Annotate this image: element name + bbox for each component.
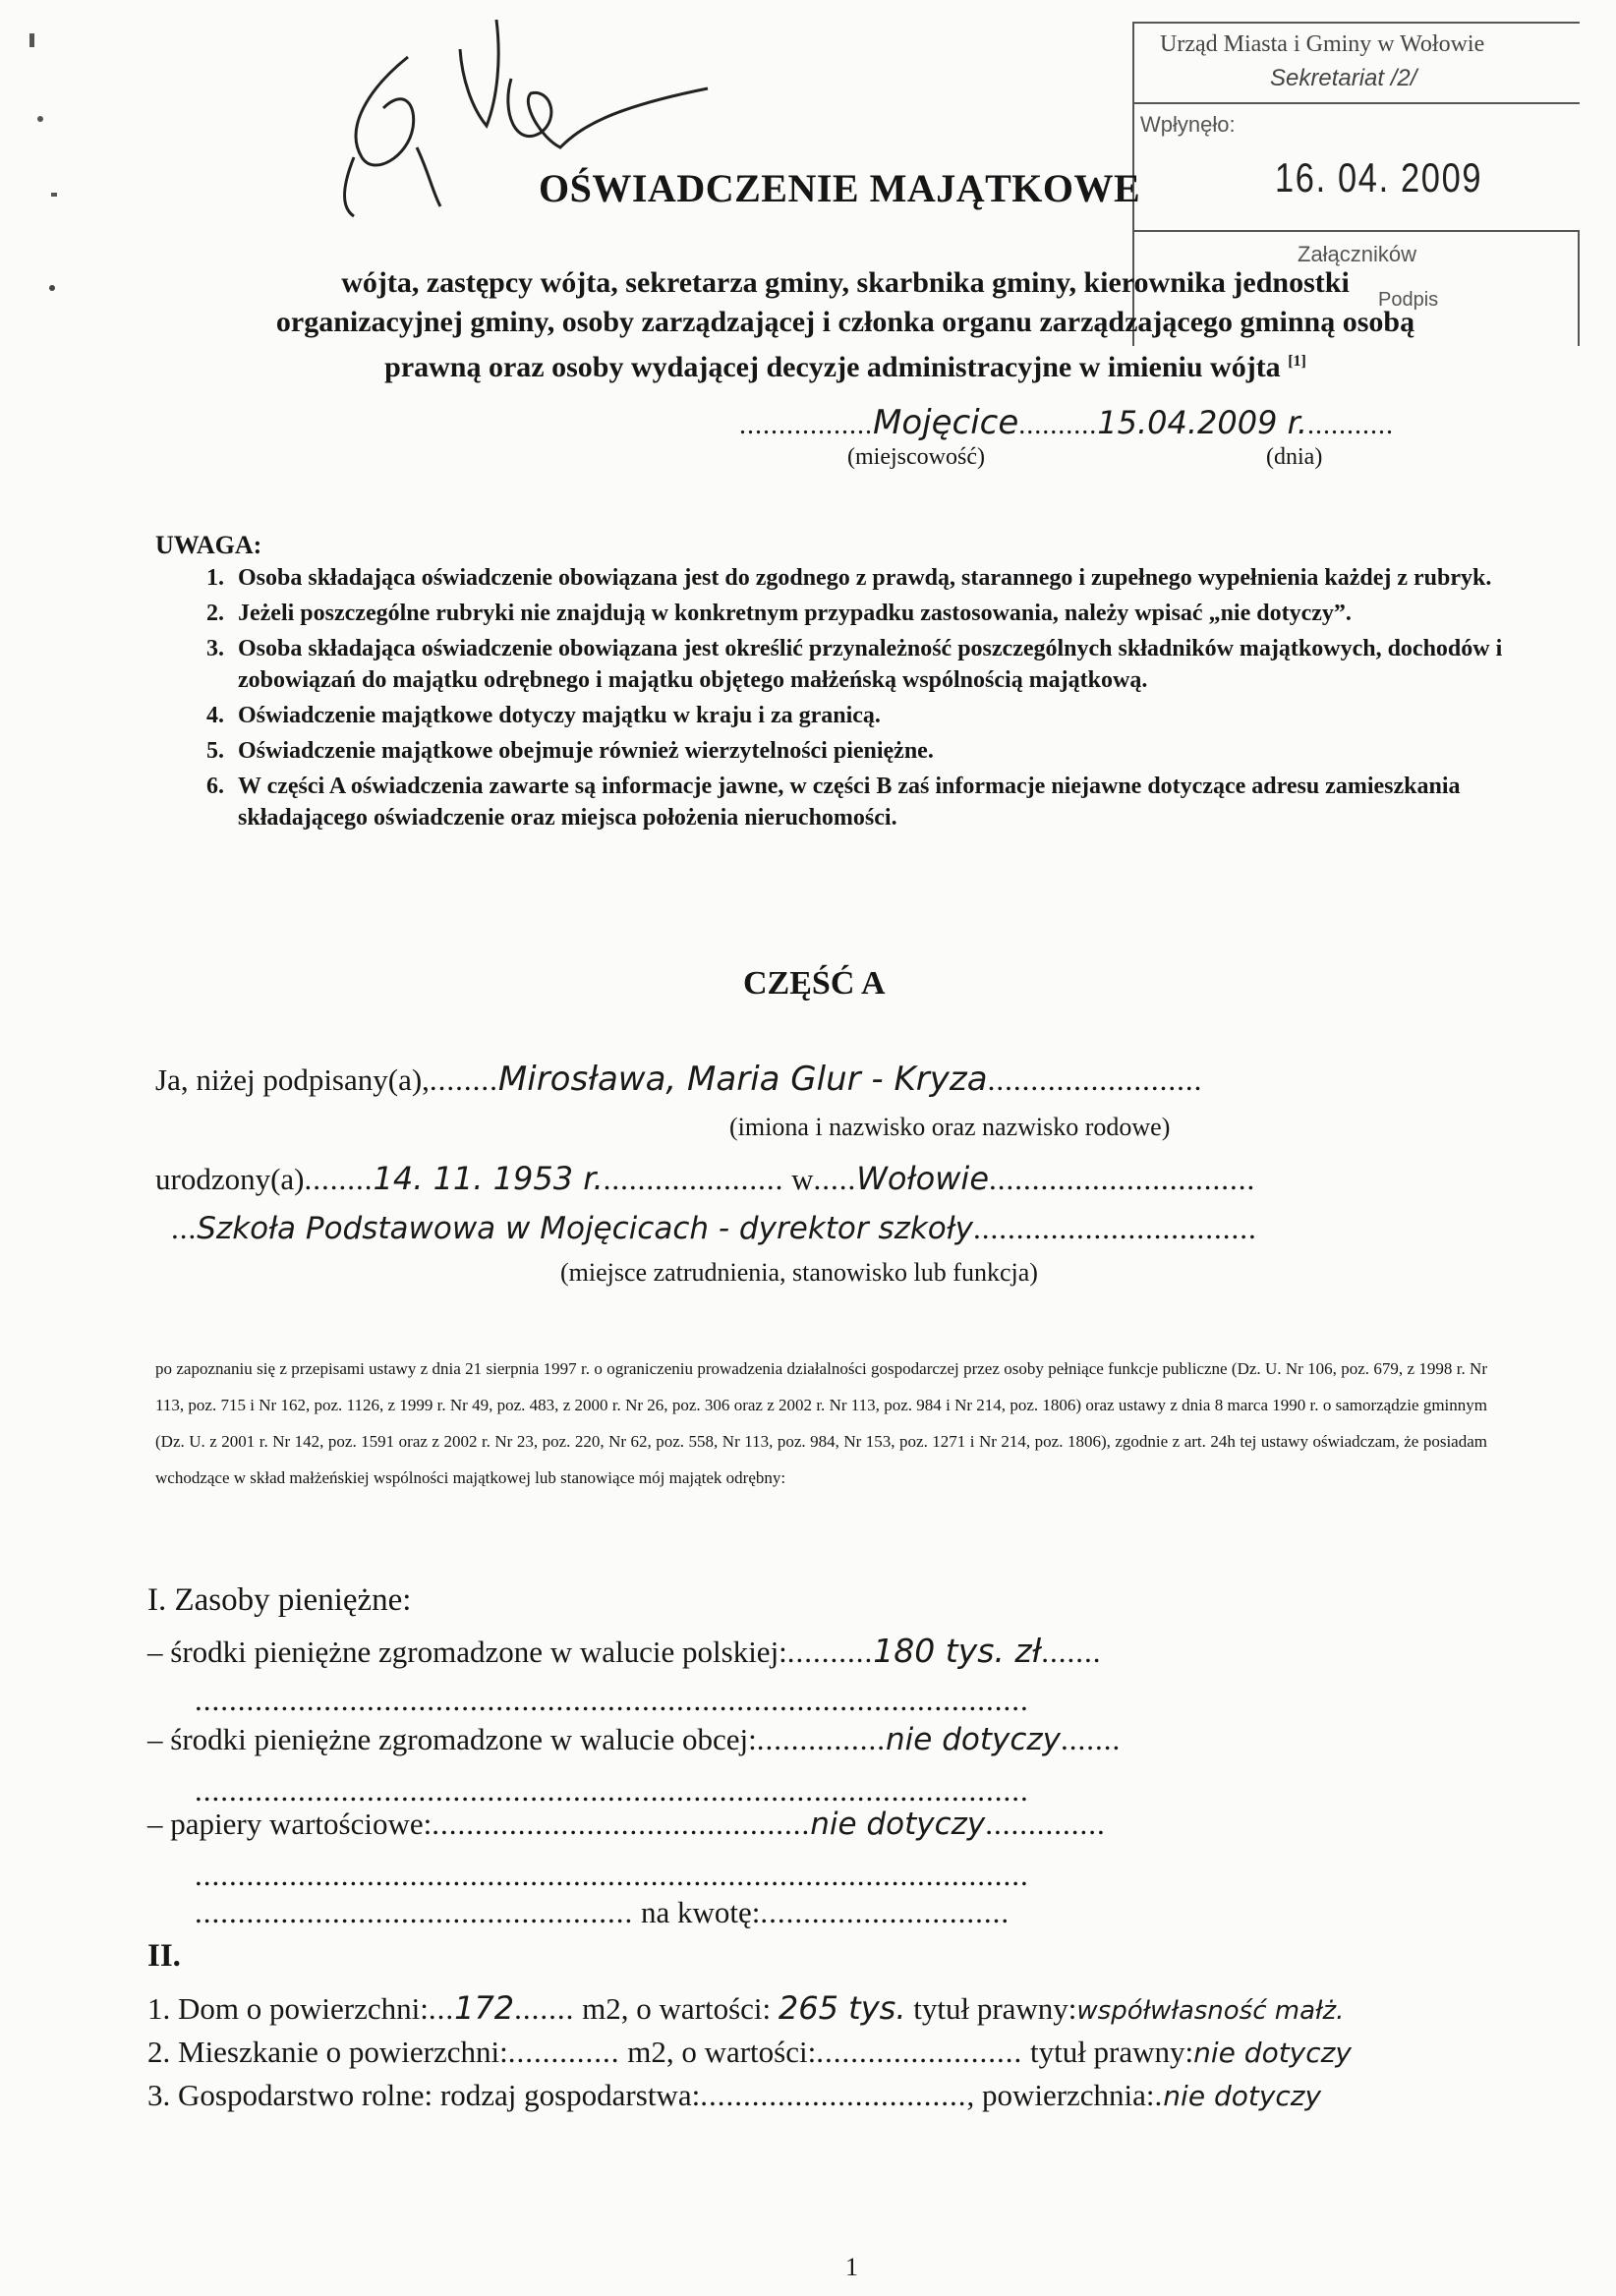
signed-label: Ja, niżej podpisany(a), [155,1062,430,1097]
house-label: 1. Dom o powierzchni: [147,1991,429,2026]
section-2-title: II. [147,1938,181,1974]
note-text: Oświadczenie majątkowe obejmuje również wierzytelności pieniężne. [238,738,934,764]
name-line: Ja, niżej podpisany(a),........Mirosława, Maria Glur - Kryza......................... [155,1060,1203,1099]
notes-heading: UWAGA: [155,531,262,559]
stamp-date: 16. 04. 2009 [1275,154,1483,201]
flat-title-value: nie dotyczy [1193,2037,1352,2069]
dotted-line: ................................................................................................. [195,1858,1029,1892]
note-item [155,562,1512,594]
securities-value: nie dotyczy [810,1807,986,1842]
note-number: 5. [206,738,224,764]
employment-line: ...Szkoła Podstawowa w Mojęcicach - dyrektor szkoły................................. [171,1211,1257,1246]
document-subtitle [147,263,1543,387]
stamp-attachments-label: Załączników [1298,242,1417,266]
employment-value: Szkoła Podstawowa w Mojęcicach - dyrektor szkoły [197,1211,974,1246]
amount-label: na kwotę: [641,1895,761,1929]
place-caption: (miejscowość) [847,444,985,470]
securities-label: – papiery wartościowe: [147,1807,433,1841]
note-item [155,771,1512,833]
stamp-signature-label: Podpis [1378,289,1439,311]
note-item [155,700,1512,731]
subtitle-line-3-text: prawną oraz osoby wydającej decyzje administracyjne w imieniu wójta [384,351,1281,383]
house-unit: m2, o wartości: [582,1991,772,2026]
flat-title-label: tytuł prawny: [1029,2035,1194,2069]
amount-line: ................................................... na kwotę:............................. [195,1895,1010,1929]
scan-mark [51,193,57,197]
born-place: Wołowie [856,1160,989,1197]
note-text: W części A oświadczenia zawarte są informacje jawne, w części B zaś informacje niejawne dotyczące adresu zamieszkania składającego oświadczenie oraz miejsca położenia nieruchomości. [238,774,1461,831]
house-title-value: współwłasność małż. [1076,1996,1345,2026]
pln-funds-value: 180 tys. zł [873,1632,1042,1670]
place-value: Mojęcice [873,403,1019,442]
part-a-title: CZĘŚĆ A [743,965,886,1002]
note-number: 2. [206,601,224,626]
stamp-office: Urząd Miasta i Gminy w Wołowie [1160,31,1485,57]
birth-line: urodzony(a)........14. 11. 1953 r...................... w.....Wołowie............................... [155,1160,1256,1197]
farm-area-value: nie dotyczy [1163,2080,1322,2112]
legal-basis-text: po zapoznaniu się z przepisami ustawy z dnia 21 sierpnia 1997 r. o ograniczeniu prowadzenia działalności gospodarczej przez osoby pełniące funkcje publiczne (Dz. U. Nr 106, poz. 679, z 1998 r. Nr 113, poz. 715 i Nr 162, poz. 1126, z 1999 r. Nr 49, poz. 483, z 2000 r. Nr 26, poz. 306 oraz z 2002 r. Nr 113, poz. 984 i Nr 214, poz. 1806) oraz ustawy z dnia 8 marca 1990 r. o samorządzie gminnym (Dz. U. z 2001 r. Nr 142, poz. 1591 oraz z 2002 r. Nr 23, poz. 220, Nr 62, poz. 558, Nr 113, poz. 984, Nr 153, poz. 1271 i Nr 214, poz. 1806), zgodnie z art. 24h tej ustawy oświadczam, że posiadam wchodzące w skład małżeńskiej wspólności majątkowej lub stanowiące mój majątek odrębny: [155,1359,1487,1487]
place-date-line: .................Mojęcice..........15.04.2009 r............ [739,403,1395,442]
farm-label: 3. Gospodarstwo rolne: rodzaj gospodarstwa: [147,2078,701,2112]
note-text: Oświadczenie majątkowe dotyczy majątku w kraju i za granicą. [238,703,881,728]
flat-line: 2. Mieszkanie o powierzchni:............. m2, o wartości:........................ tytuł prawny:nie dotyczy [147,2035,1352,2069]
dotted-line: ................................................................................................. [195,1773,1029,1808]
subtitle-line-3 [147,342,1543,387]
note-text: Jeżeli poszczególne rubryki nie znajdują w konkretnym przypadku zastosowania, należy wpisać „nie dotyczy”. [238,601,1352,626]
scan-mark [37,116,43,122]
note-item [155,598,1512,629]
born-date: 14. 11. 1953 r. [373,1160,604,1197]
born-in-label: w [791,1162,814,1196]
subtitle-line-1: wójta, zastępcy wójta, sekretarza gminy, skarbnika gminy, kierownika jednostki [341,266,1350,299]
scan-mark [49,285,55,291]
dotted-line: ................................................................................................. [195,1683,1029,1717]
note-item [155,735,1512,767]
name-caption: (imiona i nazwisko oraz nazwisko rodowe) [729,1113,1171,1141]
foreign-funds-line: – środki pieniężne zgromadzone w walucie obcej:...............nie dotyczy....... [147,1722,1122,1757]
subtitle-line-2: organizacyjnej gminy, osoby zarządzającej i członka organu zarządzającego gminną osobą [275,306,1415,338]
note-number: 4. [206,703,224,728]
date-value: 15.04.2009 r. [1097,404,1308,441]
foreign-funds-value: nie dotyczy [886,1722,1062,1757]
notes-list [155,562,1512,837]
pln-funds-line: – środki pieniężne zgromadzone w walucie polskiej:..........180 tys. zł....... [147,1632,1102,1670]
employment-caption: (miejsce zatrudnienia, stanowisko lub funkcja) [560,1258,1038,1287]
note-text: Osoba składająca oświadczenie obowiązana jest określić przynależność poszczególnych składników majątkowych, dochodów i zobowiązań do majątku odrębnego i majątku objętego małżeńską wspólnością majątkową. [238,636,1503,693]
farm-area-label: , powierzchnia: [966,2078,1155,2112]
house-line: 1. Dom o powierzchni:...172....... m2, o wartości: 265 tys. tytuł prawny:współwłasność małż. [147,1989,1345,2027]
house-title-label: tytuł prawny: [913,1991,1077,2026]
note-item [155,633,1512,696]
note-number: 1. [206,565,224,591]
farm-line: 3. Gospodarstwo rolne: rodzaj gospodarstwa:..............................., powierzchnia:.nie dotyczy [147,2078,1322,2112]
stamp-department: Sekretariat /2/ [1270,65,1417,91]
note-number: 3. [206,636,224,661]
note-number: 6. [206,774,224,799]
house-area: 172 [454,1989,515,2027]
flat-label: 2. Mieszkanie o powierzchni: [147,2035,508,2069]
securities-line: – papiery wartościowe:............................................nie dotyczy.............. [147,1807,1106,1842]
page-number: 1 [845,2253,858,2281]
foreign-funds-label: – środki pieniężne zgromadzone w walucie obcej: [147,1722,757,1756]
note-text: Osoba składająca oświadczenie obowiązana jest do zgodnego z prawdą, starannego i zupełnego wypełnienia każdej z rubryk. [238,565,1492,591]
date-caption: (dnia) [1266,444,1323,470]
stamp-received-label: Wpłynęło: [1140,112,1236,137]
pln-funds-label: – środki pieniężne zgromadzone w walucie polskiej: [147,1635,787,1669]
born-label: urodzony(a) [155,1162,305,1196]
footnote-mark: [1] [1288,353,1306,370]
house-value: 265 tys. [778,1989,906,2027]
name-value: Mirosława, Maria Glur - Kryza [497,1060,988,1099]
flat-unit: m2, o wartości: [627,2035,817,2069]
scan-mark [29,33,34,47]
section-1-title: I. Zasoby pieniężne: [147,1582,412,1618]
document-title: OŚWIADCZENIE MAJĄTKOWE [539,166,1141,210]
